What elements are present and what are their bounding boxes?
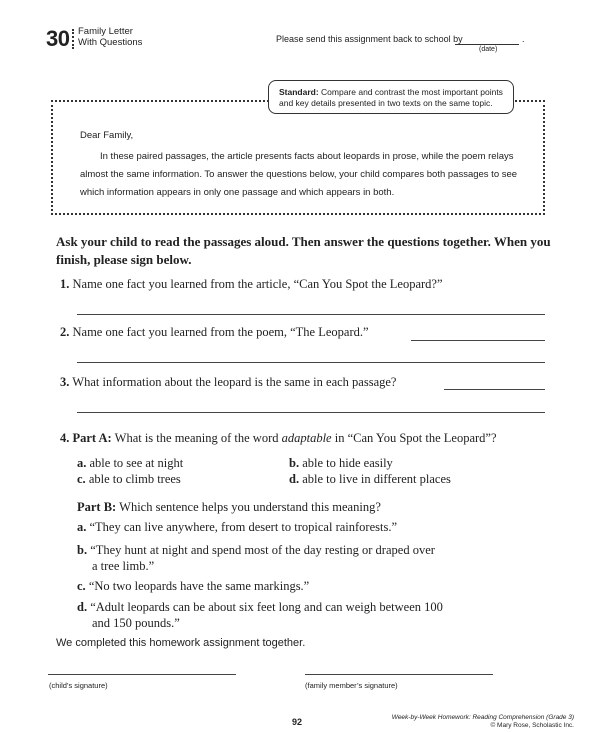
letter-body: In these paired passages, the article presents facts about leopards in prose, while the poem relays almost the same information. To answer the questions below, your child compares both passages to see which information appears in only one passage and which appears in both. [80,151,518,198]
choice-letter: c. [77,579,86,593]
choice-letter: a. [77,520,87,534]
choice-letter: d. [289,472,300,486]
standard-text: Compare and contrast the most important points and key details presented in two texts on the same topic. [279,87,503,108]
credit [360,714,574,730]
child-signature-label: (child’s signature) [49,681,108,690]
answer-line-1[interactable] [77,314,545,315]
lesson-divider [72,29,76,49]
lesson-number: 30 [46,26,70,51]
send-back-text: Please send this assignment back to school by [276,34,463,44]
part-a-vocab-word: adaptable [281,431,332,445]
due-date-field[interactable] [455,44,519,45]
choice-letter: a. [77,456,87,470]
page-number: 92 [292,717,303,727]
choice-text: “No two leopards have the same markings.” [88,579,310,593]
part-b-choice-b-continued: a tree limb.” [92,559,155,573]
lesson-title-line1: Family Letter [78,26,133,37]
part-a-choice-b[interactable] [289,456,393,471]
part-b-choice-b[interactable] [77,543,435,558]
answer-line-3a[interactable] [444,389,545,390]
question-4-part-a [60,431,497,446]
part-b-choice-a[interactable] [77,520,397,535]
question-1 [60,277,443,292]
credit-line1: Week-by-Week Homework: Reading Comprehension (Grade 3) [391,714,574,721]
part-a-label: Part A: [72,431,112,445]
send-back-period: . [522,34,525,44]
question-4-number: 4. [60,431,70,445]
standard-box [268,80,514,114]
choice-letter: c. [77,472,86,486]
part-b-choice-d[interactable] [77,600,443,615]
answer-line-2a[interactable] [411,340,545,341]
question-1-number: 1. [60,277,70,291]
part-a-choice-a[interactable] [77,456,183,471]
date-label: (date) [479,46,498,53]
choice-text: able to climb trees [88,472,181,486]
choice-letter: b. [289,456,300,470]
part-a-text-post: in “Can You Spot the Leopard”? [334,431,497,445]
part-a-choice-c[interactable] [77,472,181,487]
part-a-text-pre: What is the meaning of the word [114,431,279,445]
letter-greeting: Dear Family, [80,130,134,141]
choice-text: “They can live anywhere, from desert to tropical rainforests.” [89,520,398,534]
question-3 [60,375,396,390]
part-a-choice-d[interactable] [289,472,451,487]
question-3-number: 3. [60,375,70,389]
instructions: Ask your child to read the passages aloud. Then answer the questions together. When you finish, please sign below. [56,234,551,267]
question-3-text: What information about the leopard is the same in each passage? [72,375,397,389]
part-b-choice-c[interactable] [77,579,309,594]
part-b-label: Part B: [77,500,117,514]
question-1-text: Name one fact you learned from the article, “Can You Spot the Leopard?” [72,277,443,291]
lesson-title-line2: With Questions [78,37,143,48]
standard-label: Standard: [279,87,319,97]
question-2-number: 2. [60,325,70,339]
question-2-text: Name one fact you learned from the poem, “The Leopard.” [72,325,369,339]
answer-line-3b[interactable] [77,412,545,413]
answer-line-2b[interactable] [77,362,545,363]
family-signature-field[interactable] [305,674,493,675]
part-b-choice-d-continued: and 150 pounds.” [92,616,180,630]
lesson-title [78,26,142,48]
choice-text: able to live in different places [302,472,451,486]
question-2 [60,325,369,340]
completed-statement: We completed this homework assignment together. [56,637,306,649]
choice-letter: b. [77,543,88,557]
question-4-part-b [77,500,381,515]
part-b-text: Which sentence helps you understand this meaning? [119,500,381,514]
choice-letter: d. [77,600,88,614]
family-signature-label: (family member’s signature) [305,681,398,690]
choice-text: “They hunt at night and spend most of the day resting or draped over [90,543,435,557]
choice-text: able to see at night [89,456,184,470]
credit-line2: © Mary Rose, Scholastic Inc. [490,722,574,729]
choice-text: able to hide easily [302,456,393,470]
child-signature-field[interactable] [48,674,236,675]
choice-text: “Adult leopards can be about six feet long and can weigh between 100 [90,600,443,614]
